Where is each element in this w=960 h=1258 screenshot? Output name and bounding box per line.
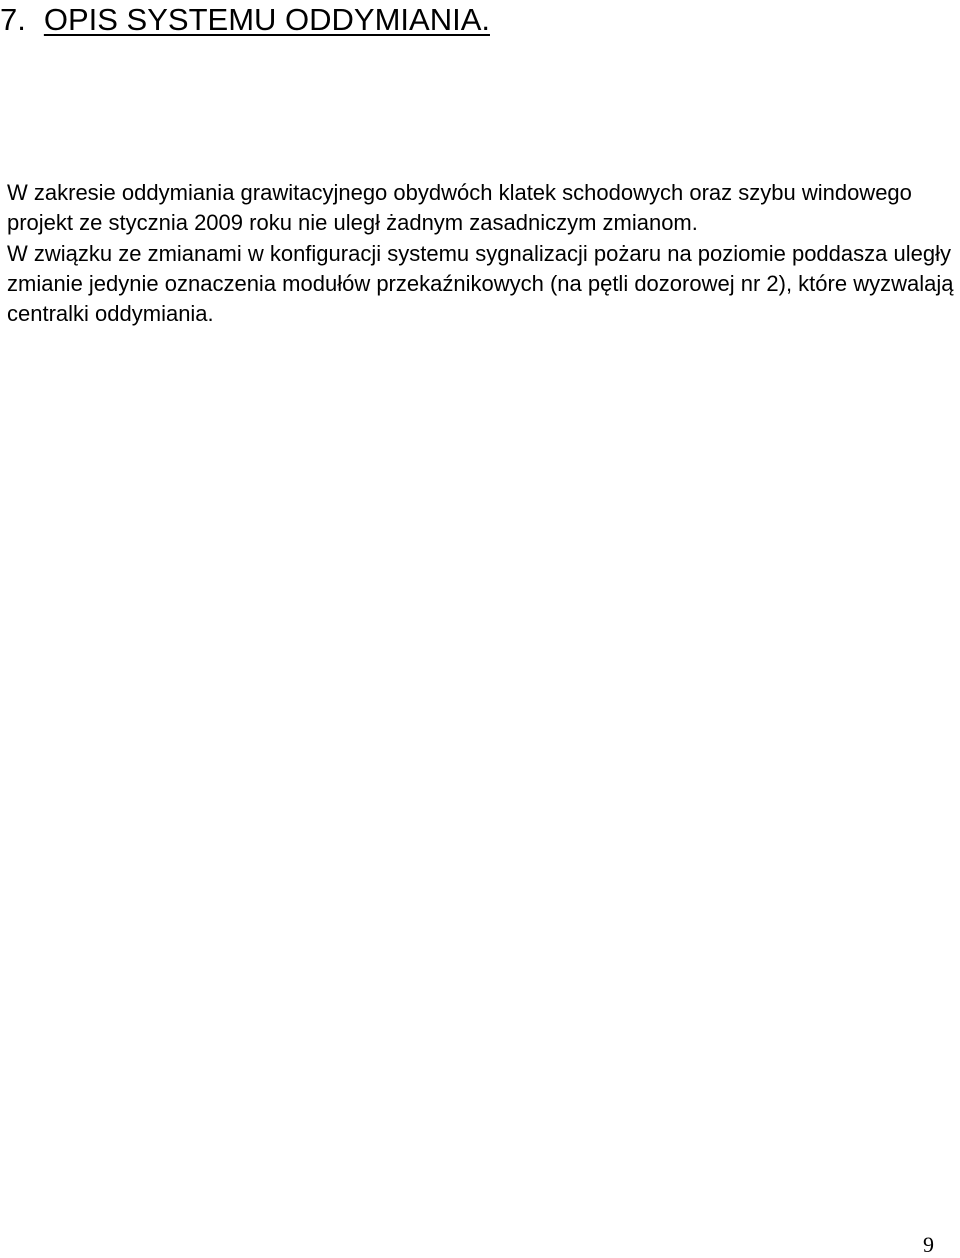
paragraph: W związku ze zmianami w konfiguracji systemu sygnalizacji pożaru na poziomie poddasza uległy zmianie jedynie oznaczenia modułów przekaźnikowych (na pętli dozorowej nr 2), które wyzwalają centralki oddymiania. (7, 240, 954, 327)
section-number: 7. (0, 2, 26, 37)
section-body (7, 178, 957, 329)
page-number: 9 (923, 1232, 934, 1257)
paragraph: W zakresie oddymiania grawitacyjnego obydwóch klatek schodowych oraz szybu windowego projekt ze stycznia 2009 roku nie uległ żadnym zasadniczym zmianom. (7, 180, 912, 236)
section-title: OPIS SYSTEMU ODDYMIANIA. (43, 2, 490, 37)
section-heading (0, 0, 960, 40)
